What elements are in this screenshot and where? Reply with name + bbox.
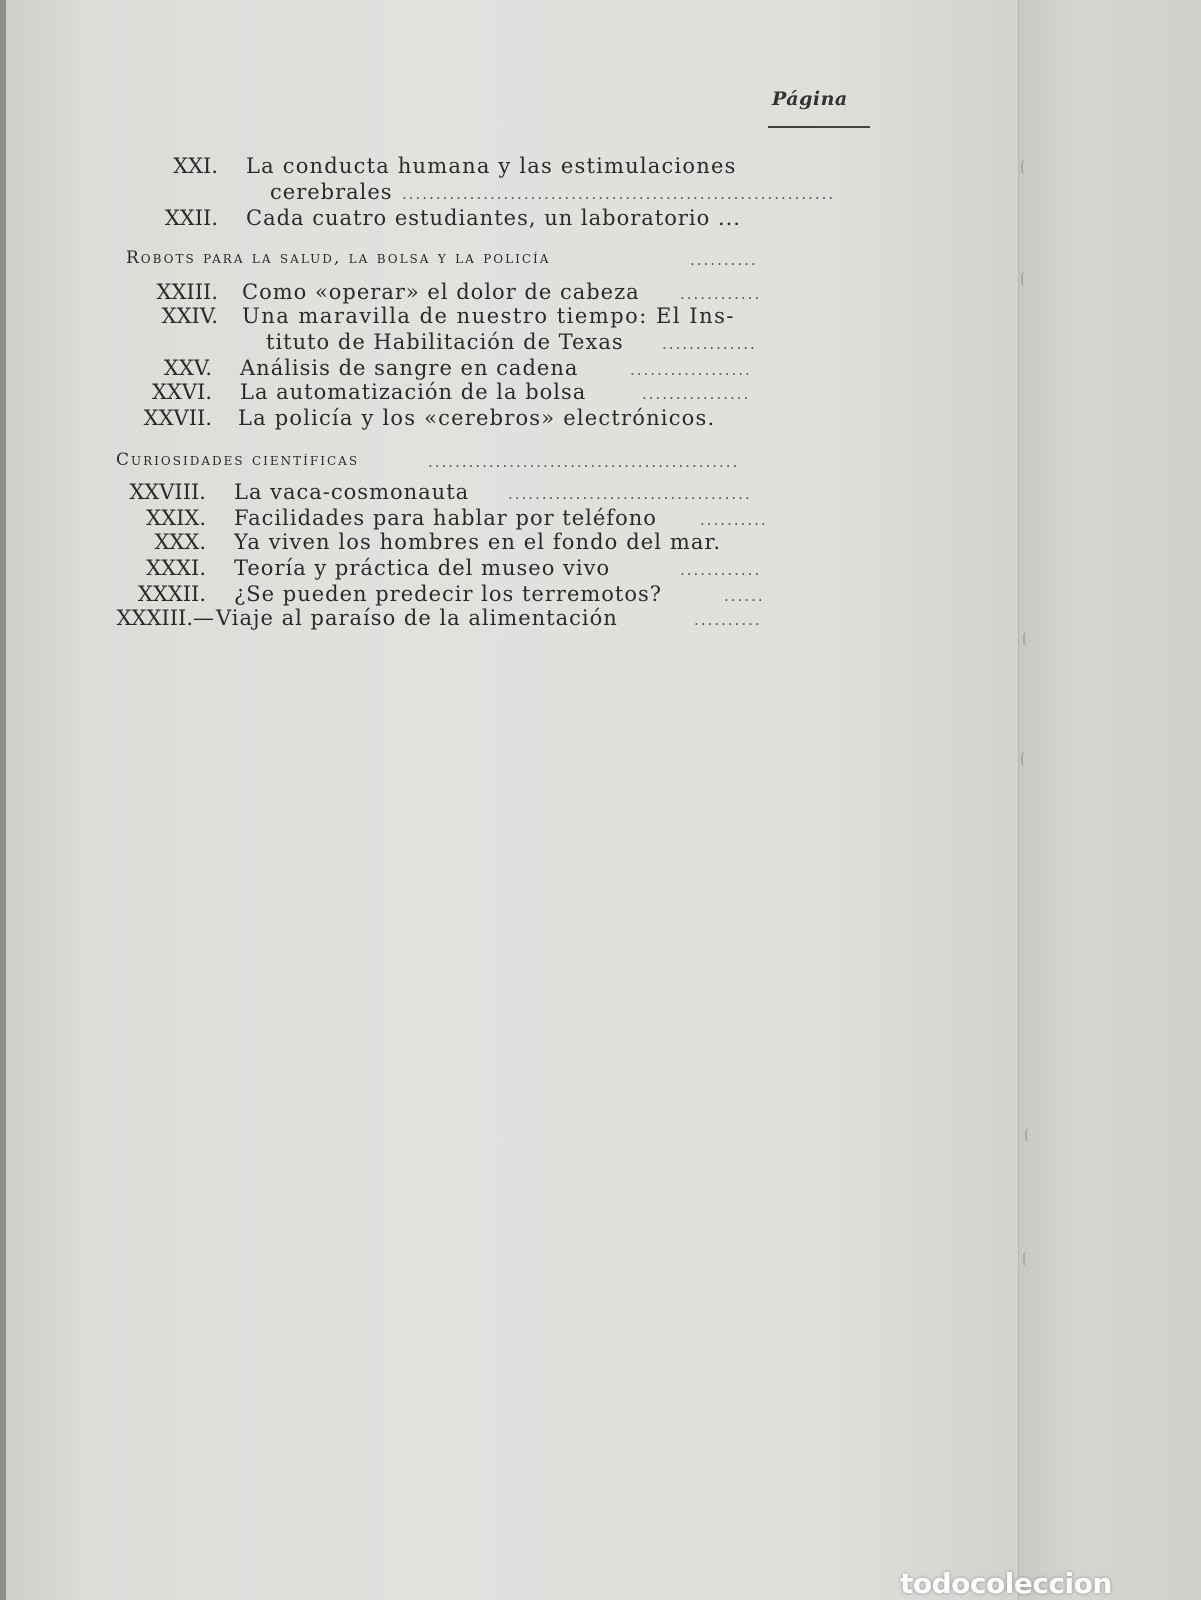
chapter-number: XXV. bbox=[163, 356, 212, 380]
binding-mark bbox=[1025, 1128, 1037, 1142]
page-column-header: Página bbox=[772, 88, 848, 110]
chapter-title: La conducta humana y las estimulaciones bbox=[246, 154, 737, 178]
section-title: Curiosidades científicas bbox=[116, 450, 360, 470]
chapter-title: La policía y los «cerebros» electrónicos. bbox=[238, 406, 716, 430]
leader-dots: .............................................. bbox=[428, 453, 740, 471]
binding-mark bbox=[1021, 752, 1033, 766]
chapter-number: XXX. bbox=[154, 530, 206, 554]
leader-dots: ................................................................ bbox=[402, 185, 836, 203]
chapter-title: ¿Se pueden predecir los terremotos? bbox=[234, 582, 663, 606]
chapter-title: Facilidades para hablar por teléfono bbox=[234, 506, 657, 530]
adjacent-page-edge bbox=[1018, 0, 1201, 1600]
leader-dots: ................ bbox=[642, 385, 751, 403]
leader-dots: .................................... bbox=[508, 485, 752, 503]
binding-mark bbox=[1021, 272, 1033, 286]
binding-mark bbox=[1023, 1252, 1035, 1266]
chapter-title-continuation: cerebrales bbox=[270, 180, 393, 204]
leader-dots: ............ bbox=[680, 561, 762, 579]
leader-dots: ............ bbox=[680, 285, 762, 303]
chapter-title: La vaca-cosmonauta bbox=[234, 480, 470, 504]
leader-dots: .......... bbox=[694, 611, 762, 629]
chapter-title: Viaje al paraíso de la alimentación bbox=[216, 606, 618, 630]
chapter-title: Ya viven los hombres en el fondo del mar. bbox=[234, 530, 722, 554]
leader-dots: .......... bbox=[700, 511, 768, 529]
chapter-title-continuation: tituto de Habilitación de Texas bbox=[266, 330, 624, 354]
chapter-number: XXXIII.— bbox=[116, 606, 214, 630]
chapter-title: Cada cuatro estudiantes, un laboratorio ... bbox=[246, 206, 741, 230]
chapter-title: Teoría y práctica del museo vivo bbox=[234, 556, 611, 580]
leader-dots: ...... bbox=[724, 587, 765, 605]
watermark-logo: todocoleccion bbox=[900, 1567, 1112, 1600]
leader-dots: .............. bbox=[662, 335, 757, 353]
chapter-number: XXVII. bbox=[143, 406, 212, 430]
chapter-title: La automatización de la bolsa bbox=[240, 380, 587, 404]
chapter-number: XXII. bbox=[164, 206, 218, 230]
chapter-number: XXIV. bbox=[161, 304, 218, 328]
chapter-number: XXIX. bbox=[146, 506, 206, 530]
binding-mark bbox=[1023, 632, 1035, 646]
chapter-title: Una maravilla de nuestro tiempo: El Ins- bbox=[242, 304, 735, 328]
leader-dots: .......... bbox=[690, 251, 758, 269]
binding-mark bbox=[1021, 160, 1033, 174]
chapter-title: Análisis de sangre en cadena bbox=[240, 356, 579, 380]
chapter-number: XXVIII. bbox=[129, 480, 206, 504]
chapter-number: XXVI. bbox=[151, 380, 212, 404]
section-title: Robots para la salud, la bolsa y la policía bbox=[126, 248, 551, 268]
chapter-number: XXI. bbox=[173, 154, 218, 178]
chapter-title: Como «operar» el dolor de cabeza bbox=[242, 280, 640, 304]
chapter-number: XXIII. bbox=[156, 280, 218, 304]
chapter-number: XXXI. bbox=[146, 556, 206, 580]
leader-dots: .................. bbox=[630, 361, 752, 379]
chapter-number: XXXII. bbox=[137, 582, 206, 606]
